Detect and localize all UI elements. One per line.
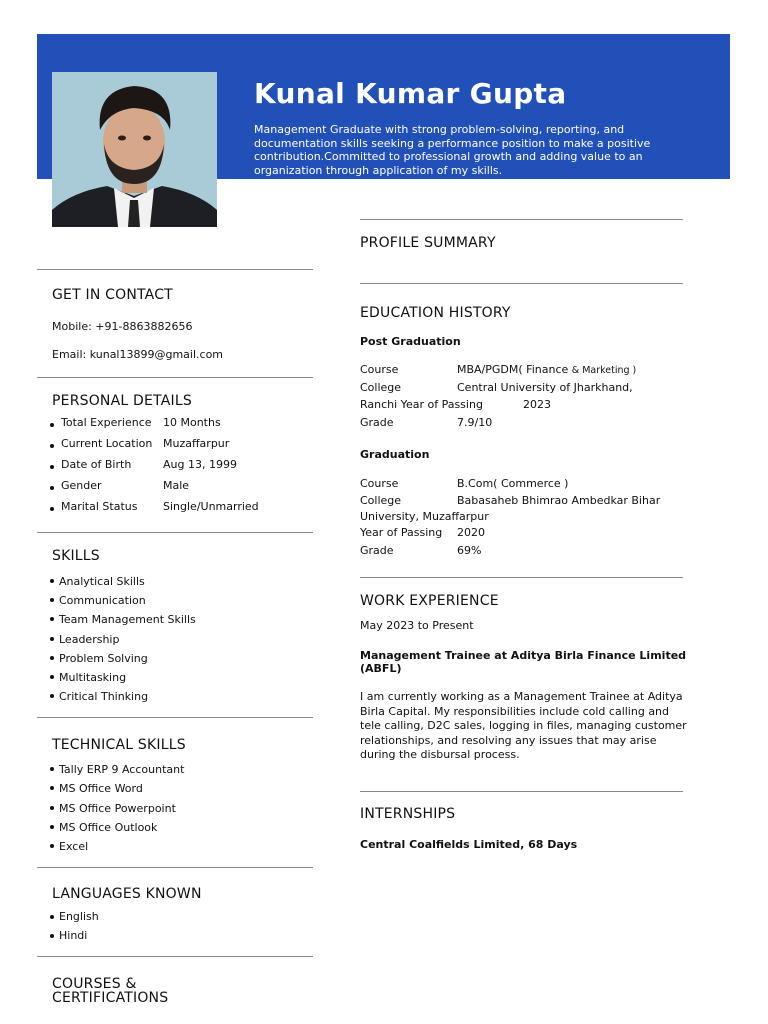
skills-heading: SKILLS	[52, 548, 100, 564]
detail-label: University, Muzaffarpur	[360, 510, 489, 523]
detail-value: MBA/PGDM( Finance & Marketing )	[457, 363, 637, 376]
list-item: Leadership	[50, 630, 196, 649]
education-heading: EDUCATION HISTORY	[360, 305, 511, 321]
list-item: Critical Thinking	[50, 687, 196, 706]
list-item: MS Office Powerpoint	[50, 799, 184, 818]
person-portrait-icon	[52, 72, 217, 227]
detail-label: College	[360, 494, 402, 507]
personal-label: Current Location	[50, 437, 152, 450]
work-period: May 2023 to Present	[360, 619, 474, 632]
personal-value: 10 Months	[163, 416, 221, 429]
divider	[37, 532, 313, 533]
email-text: Email: kunal13899@gmail.com	[52, 348, 224, 361]
divider	[360, 283, 683, 284]
work-title-cont: (ABFL)	[360, 662, 402, 675]
detail-label: College	[360, 380, 402, 394]
detail-value: 2020	[457, 526, 485, 539]
divider	[37, 956, 313, 957]
list-item: MS Office Word	[50, 779, 184, 798]
detail-label: Course	[360, 363, 399, 376]
divider	[37, 269, 313, 270]
detail-value: Central University of Jharkhand,	[457, 380, 633, 394]
list-item: Team Management Skills	[50, 610, 196, 629]
divider	[37, 867, 313, 868]
profile-photo	[52, 72, 217, 227]
detail-value: Babasaheb Bhimrao Ambedkar Bihar	[457, 494, 661, 507]
divider	[360, 219, 683, 220]
header-summary: Management Graduate with strong problem-solving, reporting, and documentation skills seeking a performance position to make a positive contribution.Committed to professional growth and adding value to an organization through application of my skills.	[254, 123, 651, 177]
list-item: MS Office Outlook	[50, 818, 184, 837]
graduation-title: Graduation	[360, 448, 430, 461]
personal-value: Aug 13, 1999	[163, 458, 237, 471]
candidate-name: Kunal Kumar Gupta	[254, 77, 567, 110]
list-item: Analytical Skills	[50, 572, 196, 591]
courses-heading-cont: CERTIFICATIONS	[52, 990, 169, 1006]
personal-heading: PERSONAL DETAILS	[52, 393, 192, 409]
internship-item: Central Coalfields Limited, 68 Days	[360, 838, 578, 851]
list-item: English	[50, 908, 99, 927]
skills-list	[50, 572, 196, 706]
divider	[37, 717, 313, 718]
technical-skills-list	[50, 760, 184, 856]
list-item: Multitasking	[50, 668, 196, 687]
technical-heading: TECHNICAL SKILLS	[52, 737, 186, 753]
detail-value: 2023	[523, 398, 551, 411]
work-heading: WORK EXPERIENCE	[360, 593, 499, 609]
profile-summary-heading: PROFILE SUMMARY	[360, 235, 496, 251]
personal-label: Gender	[50, 479, 102, 492]
mobile-text: Mobile: +91-8863882656	[52, 320, 193, 333]
detail-label: Grade	[360, 415, 394, 429]
languages-list	[50, 908, 99, 945]
detail-label: Year of Passing	[360, 526, 443, 539]
divider	[360, 577, 683, 578]
work-description: I am currently working as a Management Trainee at Aditya Birla Capital. My responsibilities include cold calling and tele calling, D2C sales, logging in files, managing customer relationships, and resolving any issues that may arise during the disbursal process.	[360, 690, 687, 762]
courses-heading: COURSES &	[52, 976, 137, 992]
list-item: Tally ERP 9 Accountant	[50, 760, 184, 779]
personal-label: Marital Status	[50, 500, 137, 513]
divider	[360, 791, 683, 792]
detail-value: B.Com( Commerce )	[457, 477, 569, 490]
post-graduation-title: Post Graduation	[360, 335, 461, 348]
personal-value: Muzaffarpur	[163, 437, 230, 450]
personal-value: Male	[163, 479, 190, 492]
detail-label: Course	[360, 477, 399, 490]
list-item: Communication	[50, 591, 196, 610]
work-title: Management Trainee at Aditya Birla Finance Limited	[360, 649, 687, 662]
list-item: Hindi	[50, 927, 99, 946]
internships-heading: INTERNSHIPS	[360, 806, 456, 822]
personal-label: Date of Birth	[50, 458, 131, 471]
list-item: Problem Solving	[50, 649, 196, 668]
detail-value: 7.9/10	[457, 415, 493, 429]
personal-label: Total Experience	[50, 416, 152, 429]
languages-heading: LANGUAGES KNOWN	[52, 886, 202, 902]
contact-heading: GET IN CONTACT	[52, 287, 173, 303]
list-item: Excel	[50, 837, 184, 856]
detail-label: Ranchi Year of Passing	[360, 398, 483, 411]
divider	[37, 377, 313, 378]
personal-value: Single/Unmarried	[163, 500, 259, 513]
detail-value: 69%	[457, 543, 482, 557]
detail-label: Grade	[360, 543, 394, 557]
